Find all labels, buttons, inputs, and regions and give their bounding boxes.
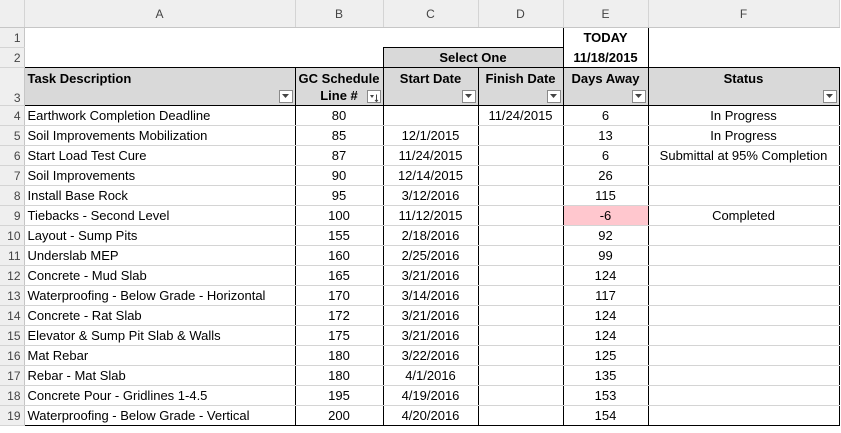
row-number[interactable]: 1 [0,28,24,48]
days-away-cell[interactable]: 13 [563,126,648,146]
today-date-cell[interactable]: 11/18/2015 [563,48,648,68]
row-number[interactable]: 4 [0,106,24,126]
column-header-b[interactable]: B [295,0,383,28]
status-cell[interactable] [648,186,839,206]
table-row [0,126,839,146]
start-date-cell[interactable]: 3/12/2016 [383,186,478,206]
task-description-cell[interactable]: Layout - Sump Pits [24,226,295,246]
cell-f2[interactable] [648,48,839,68]
column-header-c[interactable]: C [383,0,478,28]
gc-line-cell[interactable]: 165 [295,266,383,286]
finish-date-cell[interactable] [478,266,563,286]
table-row [0,186,839,206]
gc-line-cell[interactable]: 200 [295,406,383,426]
gc-line-cell[interactable]: 85 [295,126,383,146]
finish-date-cell[interactable] [478,386,563,406]
column-header-a[interactable]: A [24,0,295,28]
filter-dropdown-icon[interactable] [547,90,561,103]
select-all-corner[interactable] [0,0,24,28]
finish-date-cell[interactable] [478,326,563,346]
status-cell[interactable] [648,226,839,246]
row-number[interactable]: 17 [0,366,24,386]
table-row [0,346,839,366]
days-away-cell[interactable]: 135 [563,366,648,386]
start-date-cell[interactable]: 2/18/2016 [383,226,478,246]
sheet-row [0,48,839,68]
finish-date-cell[interactable]: 11/24/2015 [478,106,563,126]
start-date-cell[interactable]: 12/14/2015 [383,166,478,186]
days-away-cell[interactable]: 26 [563,166,648,186]
gc-line-cell[interactable]: 172 [295,306,383,326]
finish-date-cell[interactable] [478,226,563,246]
task-description-cell[interactable]: Underslab MEP [24,246,295,266]
task-description-cell[interactable]: Elevator & Sump Pit Slab & Walls [24,326,295,346]
row-number[interactable]: 16 [0,346,24,366]
days-away-cell[interactable]: 115 [563,186,648,206]
column-header-d[interactable]: D [478,0,563,28]
row-number[interactable]: 9 [0,206,24,226]
days-away-cell[interactable]: 6 [563,146,648,166]
days-away-cell[interactable]: 99 [563,246,648,266]
days-away-cell[interactable]: 124 [563,266,648,286]
finish-date-cell[interactable] [478,246,563,266]
task-description-cell[interactable]: Tiebacks - Second Level [24,206,295,226]
gc-line-cell[interactable]: 180 [295,366,383,386]
status-cell[interactable]: In Progress [648,126,839,146]
row-number[interactable]: 8 [0,186,24,206]
table-row [0,366,839,386]
row-number[interactable]: 12 [0,266,24,286]
start-date-cell[interactable]: 4/20/2016 [383,406,478,426]
table-row [0,246,839,266]
status-cell[interactable] [648,406,839,426]
table-row [0,286,839,306]
start-date-cell[interactable]: 4/1/2016 [383,366,478,386]
status-cell[interactable] [648,326,839,346]
sheet-row [0,28,839,48]
status-cell[interactable] [648,366,839,386]
row-number[interactable]: 19 [0,406,24,426]
days-away-cell[interactable]: 6 [563,106,648,126]
start-date-header[interactable] [383,68,478,106]
column-header-row [0,0,839,28]
select-one-cell[interactable]: Select One [383,48,563,68]
start-date-cell[interactable]: 11/12/2015 [383,206,478,226]
today-label-cell[interactable]: TODAY [563,28,648,48]
days-away-cell[interactable]: 154 [563,406,648,426]
header-label-line2: Line # [320,88,358,103]
cell-d1[interactable] [478,28,563,48]
finish-date-cell[interactable] [478,186,563,206]
cell-a1[interactable] [24,28,295,48]
filter-dropdown-icon[interactable] [823,90,837,103]
finish-date-cell[interactable] [478,306,563,326]
gc-schedule-header[interactable] [295,68,383,106]
start-date-cell[interactable]: 3/22/2016 [383,346,478,366]
days-away-cell[interactable]: 125 [563,346,648,366]
finish-date-cell[interactable] [478,146,563,166]
row-number[interactable]: 3 [0,68,24,106]
finish-date-cell[interactable] [478,166,563,186]
header-label: Finish Date [485,71,556,86]
filter-dropdown-icon[interactable] [279,90,293,103]
start-date-cell[interactable]: 3/14/2016 [383,286,478,306]
finish-date-cell[interactable] [478,366,563,386]
task-description-cell[interactable]: Install Base Rock [24,186,295,206]
column-header-e[interactable]: E [563,0,648,28]
gc-line-cell[interactable]: 80 [295,106,383,126]
start-date-cell[interactable]: 12/1/2015 [383,126,478,146]
table-row [0,266,839,286]
finish-date-cell[interactable] [478,126,563,146]
status-cell[interactable] [648,266,839,286]
gc-line-cell[interactable]: 175 [295,326,383,346]
start-date-cell[interactable]: 2/25/2016 [383,246,478,266]
gc-line-cell[interactable]: 95 [295,186,383,206]
table-row [0,146,839,166]
start-date-cell[interactable]: 4/19/2016 [383,386,478,406]
cell-a2[interactable] [24,48,295,68]
gc-line-cell[interactable]: 160 [295,246,383,266]
table-row [0,206,839,226]
task-description-cell[interactable]: Soil Improvements Mobilization [24,126,295,146]
finish-date-cell[interactable] [478,286,563,306]
row-number[interactable]: 13 [0,286,24,306]
gc-line-cell[interactable]: 170 [295,286,383,306]
row-number[interactable]: 11 [0,246,24,266]
table-row [0,326,839,346]
row-number[interactable]: 14 [0,306,24,326]
days-away-header[interactable] [563,68,648,106]
task-description-cell[interactable]: Waterproofing - Below Grade - Horizontal [24,286,295,306]
header-label: Start Date [399,71,462,86]
status-cell[interactable]: Submittal at 95% Completion [648,146,839,166]
start-date-cell[interactable]: 3/21/2016 [383,326,478,346]
cell-f1[interactable] [648,28,839,48]
start-date-cell[interactable] [383,106,478,126]
task-description-cell[interactable]: Soil Improvements [24,166,295,186]
task-description-cell[interactable]: Rebar - Mat Slab [24,366,295,386]
task-description-cell[interactable]: Waterproofing - Below Grade - Vertical [24,406,295,426]
table-row [0,106,839,126]
header-label: GC Schedule [298,71,380,86]
status-cell[interactable] [648,166,839,186]
days-away-cell[interactable]: 92 [563,226,648,246]
task-description-cell[interactable]: Concrete - Mud Slab [24,266,295,286]
finish-date-cell[interactable] [478,206,563,226]
status-cell[interactable]: In Progress [648,106,839,126]
cell-b1[interactable] [295,28,383,48]
row-number[interactable]: 10 [0,226,24,246]
cell-c1[interactable] [383,28,478,48]
days-away-cell[interactable]: 124 [563,326,648,346]
days-away-cell[interactable]: 117 [563,286,648,306]
status-cell[interactable] [648,306,839,326]
finish-date-cell[interactable] [478,406,563,426]
start-date-cell[interactable]: 11/24/2015 [383,146,478,166]
start-date-cell[interactable]: 3/21/2016 [383,266,478,286]
status-cell[interactable]: Completed [648,206,839,226]
gc-line-cell[interactable]: 195 [295,386,383,406]
table-header-row [0,68,839,106]
table-row [0,406,839,426]
gc-line-cell[interactable]: 90 [295,166,383,186]
finish-date-cell[interactable] [478,346,563,366]
status-cell[interactable] [648,286,839,306]
row-number[interactable]: 2 [0,48,24,68]
gc-line-cell[interactable]: 87 [295,146,383,166]
cell-b2[interactable] [295,48,383,68]
header-label: Status [723,71,764,86]
filter-dropdown-icon[interactable] [632,90,646,103]
table-row [0,386,839,406]
status-cell[interactable] [648,386,839,406]
row-number[interactable]: 7 [0,166,24,186]
table-row [0,306,839,326]
filter-dropdown-icon[interactable] [462,90,476,103]
gc-line-cell[interactable]: 180 [295,346,383,366]
gc-line-cell[interactable]: 155 [295,226,383,246]
table-row [0,166,839,186]
header-label: Days Away [571,71,640,86]
status-header[interactable] [648,68,839,106]
row-number[interactable]: 15 [0,326,24,346]
task-description-cell[interactable]: Concrete Pour - Gridlines 1-4.5 [24,386,295,406]
data-rows [0,106,839,426]
status-cell[interactable] [648,346,839,366]
row-number[interactable]: 18 [0,386,24,406]
task-description-cell[interactable]: Earthwork Completion Deadline [24,106,295,126]
task-description-cell[interactable]: Start Load Test Cure [24,146,295,166]
task-description-header[interactable] [24,68,295,106]
column-header-f[interactable]: F [648,0,839,28]
days-away-cell[interactable]: 124 [563,306,648,326]
status-cell[interactable] [648,246,839,266]
start-date-cell[interactable]: 3/21/2016 [383,306,478,326]
finish-date-header[interactable] [478,68,563,106]
days-away-cell[interactable]: 153 [563,386,648,406]
header-label: Task Description [27,71,132,86]
sort-ascending-filter-icon[interactable] [367,90,381,103]
task-description-cell[interactable]: Mat Rebar [24,346,295,366]
gc-line-cell[interactable]: 100 [295,206,383,226]
table-row [0,226,839,246]
row-number[interactable]: 6 [0,146,24,166]
days-away-cell-negative[interactable]: -6 [563,206,648,226]
task-description-cell[interactable]: Concrete - Rat Slab [24,306,295,326]
row-number[interactable]: 5 [0,126,24,146]
